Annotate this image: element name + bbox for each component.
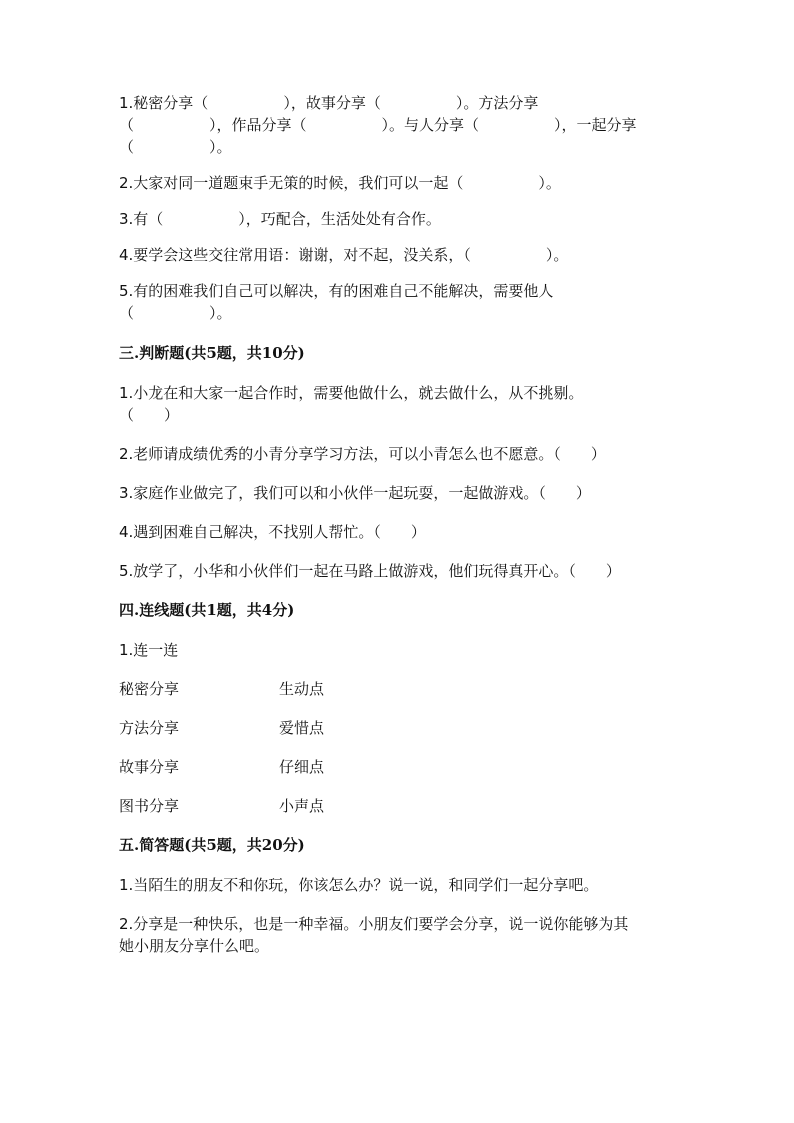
question-line: （ ）: [119, 406, 180, 424]
worksheet-page: [119, 92, 679, 974]
question-line: 4.遇到困难自己解决，不找别人帮忙。（ ）: [119, 523, 426, 541]
fill-blank-question-3: [119, 208, 679, 230]
question-line: 1.当陌生的朋友不和你玩，你该怎么办？说一说，和同学们一起分享吧。: [119, 876, 599, 894]
question-line: （ ）。: [119, 304, 232, 322]
question-line: 她小朋友分享什么吧。: [119, 937, 270, 955]
true-false-question-1: [119, 382, 679, 426]
matching-row: [119, 756, 679, 778]
true-false-question-2: [119, 443, 679, 465]
question-line: 1.秘密分享（ ），故事分享（ ）。方法分享: [119, 94, 539, 112]
matching-row: [119, 795, 679, 817]
matching-row: [119, 678, 679, 700]
question-line: 5.有的困难我们自己可以解决，有的困难自己不能解决，需要他人: [119, 282, 554, 300]
true-false-question-4: [119, 521, 679, 543]
question-line: 3.家庭作业做完了，我们可以和小伙伴一起玩耍，一起做游戏。（ ）: [119, 484, 591, 502]
matching-right-item: 爱惜点: [279, 719, 325, 737]
section-title-true-false: 三.判断题(共5题，共10分): [119, 344, 305, 362]
matching-right-item: 仔细点: [279, 758, 325, 776]
true-false-question-3: [119, 482, 679, 504]
question-line: 1.小龙在和大家一起合作时，需要他做什么，就去做什么，从不挑剔。: [119, 384, 584, 402]
fill-blank-question-1: [119, 92, 679, 158]
question-line: 2.老师请成绩优秀的小青分享学习方法，可以小青怎么也不愿意。（ ）: [119, 445, 606, 463]
matching-row: [119, 717, 679, 739]
fill-blank-question-2: [119, 172, 679, 194]
section-title-short-answer: 五.简答题(共5题，共20分): [119, 836, 305, 854]
matching-right-item: 小声点: [279, 797, 325, 815]
matching-left-item: 方法分享: [119, 719, 180, 737]
matching-right-item: 生动点: [279, 680, 325, 698]
question-line: 2.大家对同一道题束手无策的时候，我们可以一起（ ）。: [119, 174, 561, 192]
fill-blank-question-5: [119, 280, 679, 324]
question-line: 2.分享是一种快乐，也是一种幸福。小朋友们要学会分享，说一说你能够为其: [119, 915, 629, 933]
question-line: （ ），作品分享（ ）。与人分享（ ），一起分享: [119, 116, 637, 134]
matching-left-item: 图书分享: [119, 797, 180, 815]
matching-left-item: 故事分享: [119, 758, 180, 776]
question-line: 3.有（ ），巧配合，生活处处有合作。: [119, 210, 441, 228]
short-answer-question-1: [119, 874, 679, 896]
fill-blank-question-4: [119, 244, 679, 266]
question-line: （ ）。: [119, 138, 232, 156]
matching-question: 1.连一连: [119, 641, 179, 659]
short-answer-question-2: [119, 913, 679, 957]
question-line: 5.放学了，小华和小伙伴们一起在马路上做游戏，他们玩得真开心。（ ）: [119, 562, 621, 580]
section-title-matching: 四.连线题(共1题，共4分): [119, 601, 295, 619]
question-line: 4.要学会这些交往常用语：谢谢，对不起，没关系，（ ）。: [119, 246, 569, 264]
matching-left-item: 秘密分享: [119, 680, 180, 698]
true-false-question-5: [119, 560, 679, 582]
